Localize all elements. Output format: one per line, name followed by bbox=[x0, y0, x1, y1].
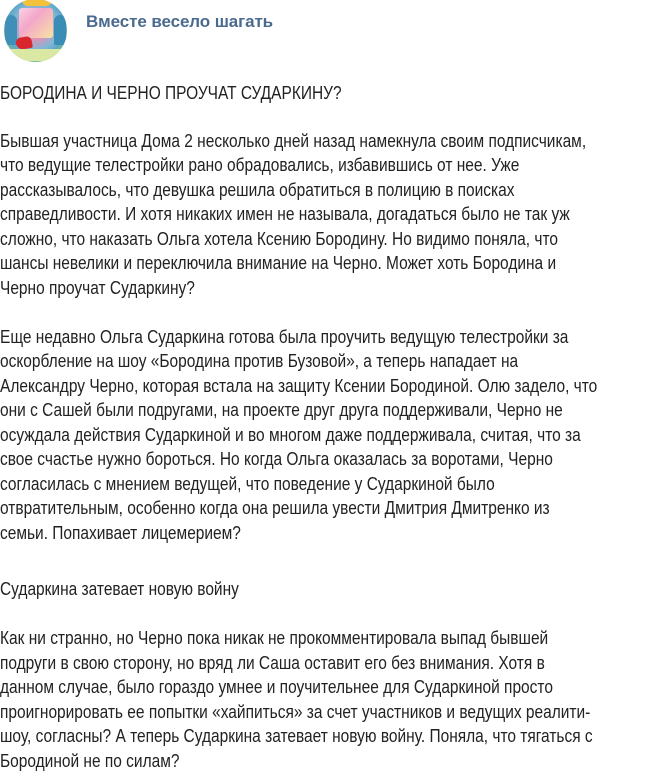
text-line: проигнорировать ее попытки «хайпиться» за счет участников и ведущих реалити- bbox=[0, 702, 591, 722]
text-line: что ведущие телестройки рано обрадовались, избавившись от нее. Уже bbox=[0, 155, 520, 175]
text-line: осуждала действия Сударкиной и во многом даже поддерживала, считая, что за bbox=[0, 425, 581, 445]
text-line: оскорбление на шоу «Бородина против Бузовой», а теперь нападает на bbox=[0, 351, 519, 371]
article-title: БОРОДИНА И ЧЕРНО ПРОУЧАТ СУДАРКИНУ? bbox=[0, 83, 342, 103]
group-avatar[interactable] bbox=[4, 0, 67, 62]
text-line: шоу, согласны? А теперь Сударкина затевает новую войну. Поняла, что тягаться с bbox=[0, 726, 593, 746]
text-line: подруги в свою сторону, но вряд ли Саша оставит его без внимания. Хотя в bbox=[0, 653, 545, 673]
text-line: данном случае, было гораздо умнее и поучительнее для Сударкиной просто bbox=[0, 677, 553, 697]
text-line: Черно проучат Сударкину? bbox=[0, 278, 195, 298]
text-line: справедливости. И хотя никаких имен не называла, догадаться было не так уж bbox=[0, 204, 570, 224]
text-line: отвратительным, особенно когда она решила увести Дмитрия Дмитренко из bbox=[0, 498, 550, 518]
article-subheading: Сударкина затевает новую войну bbox=[0, 579, 239, 599]
text-line: Александру Черно, которая встала на защиту Ксении Бородиной. Олю задело, что bbox=[0, 376, 598, 396]
text-line: Еще недавно Ольга Сударкина готова была проучить ведущую телестройки за bbox=[0, 327, 569, 347]
text-line: свое счастье нужно бороться. Но когда Ольга оказалась за воротами, Черно bbox=[0, 449, 553, 469]
text-line: Как ни странно, но Черно пока никак не прокомментировала выпад бывшей bbox=[0, 628, 549, 648]
avatar-decoration bbox=[10, 49, 62, 61]
text-line: шансы невелики и переключила внимание на Черно. Может хоть Бородина и bbox=[0, 253, 557, 273]
post-header bbox=[0, 0, 670, 66]
text-line: Бывшая участница Дома 2 несколько дней назад намекнула своим подписчикам, bbox=[0, 131, 587, 151]
avatar-decoration bbox=[19, 8, 53, 38]
text-line: сложно, что наказать Ольга хотела Ксению Бородину. Но видимо поняла, что bbox=[0, 229, 558, 249]
text-line: они с Сашей были подругами, на проекте друг друга поддерживали, Черно не bbox=[0, 400, 563, 420]
text-line: рассказывалось, что девушка решила обратиться в полицию в поисках bbox=[0, 180, 515, 200]
avatar-decoration bbox=[54, 15, 66, 45]
avatar-decoration bbox=[22, 0, 52, 6]
text-line: согласилась с мнением ведущей, что поведение у Сударкиной было bbox=[0, 474, 495, 494]
group-name-link[interactable]: Вместе весело шагать bbox=[86, 12, 274, 31]
text-line: Бородиной не по силам? bbox=[0, 751, 180, 771]
text-line: семьи. Попахивает лицемерием? bbox=[0, 523, 241, 543]
